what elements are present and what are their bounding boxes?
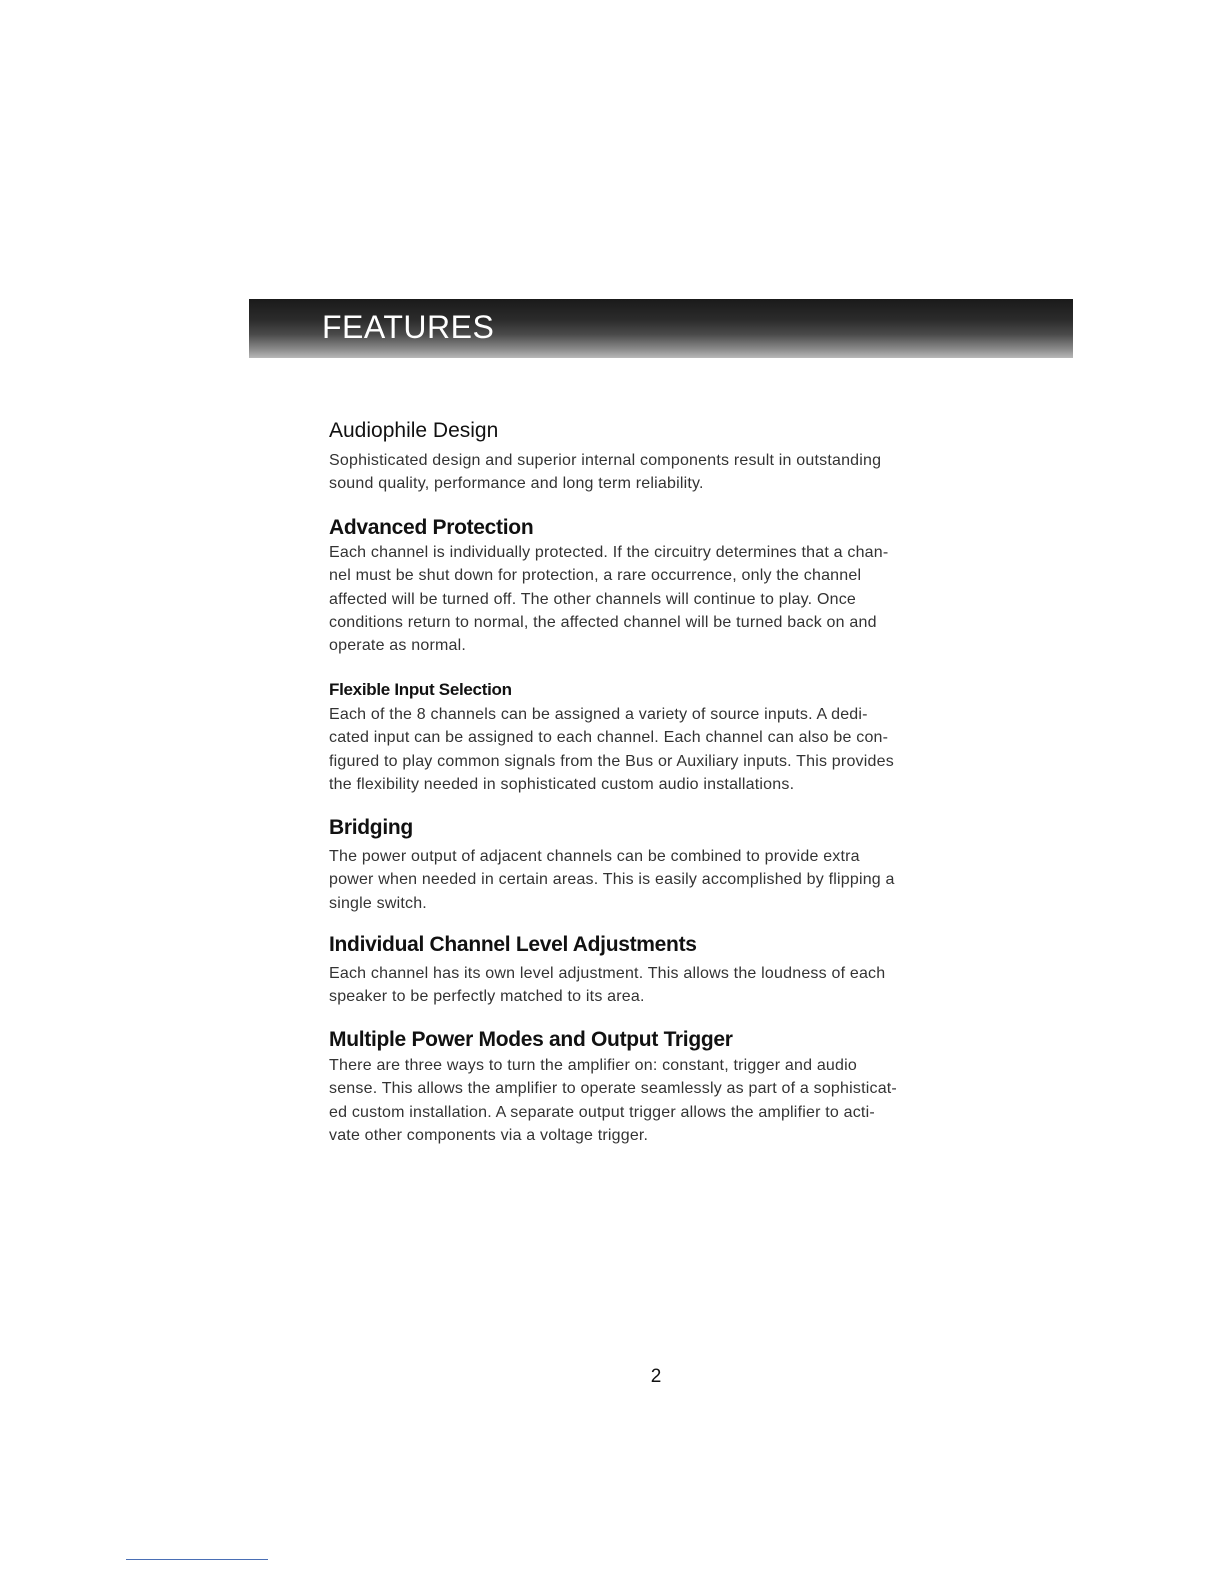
- section-heading: Bridging: [329, 816, 413, 839]
- features-banner: [249, 299, 1073, 358]
- section-body: The power output of adjacent channels can be combined to provide extra power when needed in certain areas. This is easily accomplished by flipping a single switch.: [329, 848, 895, 912]
- section-heading: Multiple Power Modes and Output Trigger: [329, 1028, 733, 1051]
- section-body: Sophisticated design and superior internal components result in outstanding sound quality, performance and long term reliability.: [329, 452, 882, 493]
- section-flexible-input-selection: [329, 679, 999, 796]
- banner-title: FEATURES: [322, 309, 495, 345]
- section-heading: Audiophile Design: [329, 419, 499, 442]
- section-multiple-power-modes: [329, 1027, 999, 1147]
- section-bridging: [329, 815, 999, 915]
- section-audiophile-design: [329, 418, 999, 496]
- section-body: There are three ways to turn the amplifier on: constant, trigger and audio sense. This allows the amplifier to operate seamlessly as part of a sophisticat- ed custom installation. A separate output trigger allows the amplifier to acti- vate other components via a voltage trigger.: [329, 1057, 897, 1144]
- section-body: Each of the 8 channels can be assigned a variety of source inputs. A dedi- cated input can be assigned to each channel. Each channel can also be con- figured to play common signals from the Bus or Auxiliary inputs. This provides the flexibility needed in sophisticated custom audio installations.: [329, 706, 894, 793]
- section-individual-channel-level: [329, 932, 999, 1009]
- section-advanced-protection: [329, 515, 999, 657]
- section-heading: Flexible Input Selection: [329, 680, 512, 699]
- section-body: Each channel has its own level adjustment. This allows the loudness of each speaker to be perfectly matched to its area.: [329, 965, 886, 1006]
- footer-rule: [126, 1559, 268, 1560]
- section-heading: Advanced Protection: [329, 516, 534, 539]
- section-heading: Individual Channel Level Adjustments: [329, 933, 697, 956]
- section-body: Each channel is individually protected. If the circuitry determines that a chan- nel must be shut down for protection, a rare occurrence, only the channel affected will be turned off. The other channels will continue to play. Once conditions return to normal, the affected channel will be turned back on and operate as normal.: [329, 544, 889, 655]
- page-number: 2: [650, 1366, 662, 1387]
